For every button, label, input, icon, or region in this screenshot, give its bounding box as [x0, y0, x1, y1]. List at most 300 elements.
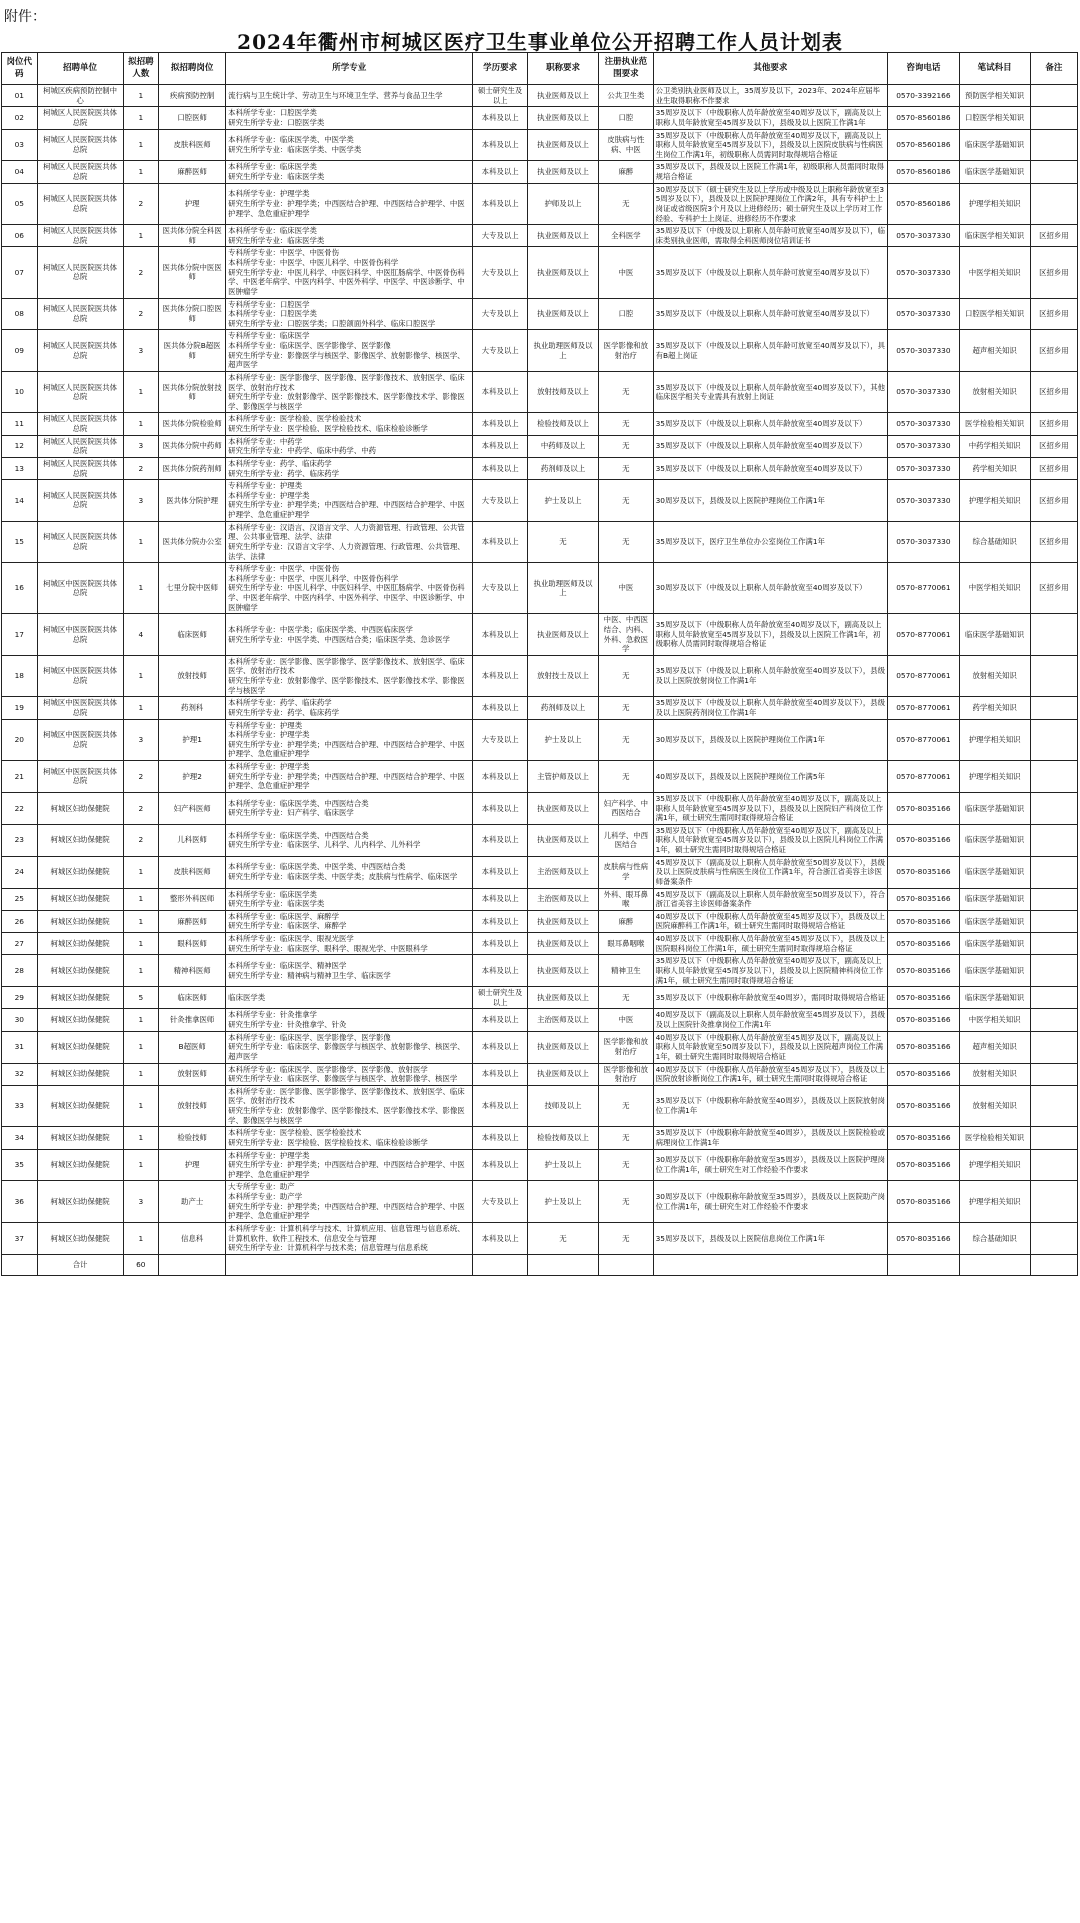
cell-remarks — [1030, 955, 1077, 987]
cell-remarks — [1030, 824, 1077, 856]
attachment-label: 附件： — [4, 9, 46, 25]
cell-code: 23 — [2, 824, 38, 856]
table-row — [2, 225, 1078, 247]
cell-post: 精神科医师 — [159, 955, 226, 987]
cell-count: 1 — [123, 655, 159, 697]
cell-unit: 柯城区人民医院医共体总院 — [37, 298, 123, 330]
cell-phone: 0570-8035166 — [888, 955, 959, 987]
cell-exam-subject: 临床医学基础知识 — [959, 888, 1030, 910]
cell-unit: 柯城区人民医院医共体总院 — [37, 435, 123, 457]
cell-unit: 柯城区妇幼保健院 — [37, 955, 123, 987]
cell-other-req: 35周岁及以下（中级及以上职称人员年龄可放宽至40周岁及以下），具有B超上岗证 — [653, 330, 888, 372]
cell-exam-subject: 放射相关知识 — [959, 1063, 1030, 1085]
cell-practice-scope: 无 — [599, 457, 653, 479]
cell-unit: 柯城区妇幼保健院 — [37, 910, 123, 932]
cell-remarks — [1030, 1031, 1077, 1063]
cell-education: 本科及以上 — [473, 457, 527, 479]
cell-exam-subject: 临床医学基础知识 — [959, 987, 1030, 1009]
cell-title-req: 放射技士及以上 — [527, 655, 598, 697]
cell-post: 临床医师 — [159, 614, 226, 656]
cell-exam-subject: 预防医学相关知识 — [959, 85, 1030, 107]
cell-unit: 柯城区妇幼保健院 — [37, 1009, 123, 1031]
cell-post: 医共体分院中医医师 — [159, 247, 226, 298]
cell-title-req: 技师及以上 — [527, 1085, 598, 1127]
cell-education: 本科及以上 — [473, 1031, 527, 1063]
cell-practice-scope: 无 — [599, 655, 653, 697]
cell-other-req: 30周岁及以下（中级职称年龄放宽至35周岁），县级及以上医院助产岗位工作满1年，硕士研究生对工作经验不作要求 — [653, 1181, 888, 1223]
cell-phone: 0570-8035166 — [888, 987, 959, 1009]
cell-practice-scope: 皮肤病与性病、中医 — [599, 129, 653, 161]
cell-practice-scope: 无 — [599, 1181, 653, 1223]
cell-count: 1 — [123, 1222, 159, 1254]
cell-major: 专科所学专业：护理类 本科所学专业：护理学类 研究生所学专业：护理学类；中西医结合护理、中西医结合护理学、中医护理学、急危重症护理学 — [226, 480, 473, 522]
cell-major: 流行病与卫生统计学、劳动卫生与环境卫生学、营养与食品卫生学 — [226, 85, 473, 107]
cell-major: 本科所学专业：临床医学类、中医学类、中西医结合类 研究生所学专业：临床医学类、中医学类；皮肤病与性病学、临床医学 — [226, 856, 473, 888]
cell-other-req: 35周岁及以下，医疗卫生单位办公室岗位工作满1年 — [653, 521, 888, 563]
cell-remarks — [1030, 655, 1077, 697]
cell-phone: 0570-8035166 — [888, 1063, 959, 1085]
cell-practice-scope: 皮肤病与性病学 — [599, 856, 653, 888]
cell-unit: 柯城区中医医院医共体总院 — [37, 719, 123, 761]
table-row — [2, 107, 1078, 129]
cell-education: 大专及以上 — [473, 719, 527, 761]
cell-practice-scope: 中医、中西医结合、内科、外科、急救医学 — [599, 614, 653, 656]
table-row — [2, 1127, 1078, 1149]
cell-unit: 柯城区人民医院医共体总院 — [37, 183, 123, 225]
cell-other-req: 40周岁及以下，县级及以上医院护理岗位工作满5年 — [653, 761, 888, 793]
cell-count: 1 — [123, 856, 159, 888]
cell-education: 本科及以上 — [473, 183, 527, 225]
cell-code: 32 — [2, 1063, 38, 1085]
cell-other-req: 30周岁及以下，县级及以上医院护理岗位工作满1年 — [653, 719, 888, 761]
cell-count: 3 — [123, 480, 159, 522]
cell-education: 硕士研究生及以上 — [473, 987, 527, 1009]
cell-practice-scope: 公共卫生类 — [599, 85, 653, 107]
cell-post: 口腔医师 — [159, 107, 226, 129]
cell-remarks: 区招乡用 — [1030, 298, 1077, 330]
cell-post: 皮肤科医师 — [159, 856, 226, 888]
cell-practice-scope: 外科、眼耳鼻喉 — [599, 888, 653, 910]
cell-practice-scope: 无 — [599, 480, 653, 522]
cell-count: 1 — [123, 888, 159, 910]
cell-remarks: 区招乡用 — [1030, 225, 1077, 247]
cell-post: 放射技师 — [159, 655, 226, 697]
cell-other-req: 35周岁及以下，县级及以上医院工作满1年，初级职称人员需同时取得规培合格证 — [653, 161, 888, 183]
cell-practice-scope: 医学影像和放射治疗 — [599, 330, 653, 372]
cell-phone: 0570-8035166 — [888, 1181, 959, 1223]
cell-other-req: 35周岁及以下（中级及以上职称人员年龄放宽至40周岁及以下），县级及以上医院放射岗位工作满1年 — [653, 655, 888, 697]
cell-title-req: 无 — [527, 521, 598, 563]
cell-count: 2 — [123, 761, 159, 793]
cell-post: 药剂科 — [159, 697, 226, 719]
cell-education: 大专及以上 — [473, 1181, 527, 1223]
cell-post: 医共体分院检验师 — [159, 413, 226, 435]
total-label: 合计 — [37, 1254, 123, 1275]
cell-phone: 0570-8035166 — [888, 824, 959, 856]
cell-major: 本科所学专业：药学、临床药学 研究生所学专业：药学、临床药学 — [226, 697, 473, 719]
cell-education: 本科及以上 — [473, 856, 527, 888]
table-row — [2, 298, 1078, 330]
cell-education: 本科及以上 — [473, 521, 527, 563]
cell-title-req: 执业医师及以上 — [527, 614, 598, 656]
cell-remarks — [1030, 1222, 1077, 1254]
cell-code: 18 — [2, 655, 38, 697]
cell-other-req: 45周岁及以下（副高及以上职称人员年龄放宽至50周岁及以下），符合浙江省美容主诊医师备案条件 — [653, 888, 888, 910]
cell-remarks: 区招乡用 — [1030, 330, 1077, 372]
cell-other-req: 30周岁及以下（中级职称年龄放宽至35周岁），县级及以上医院护理岗位工作满1年，硕士研究生对工作经验不作要求 — [653, 1149, 888, 1181]
cell-practice-scope: 全科医学 — [599, 225, 653, 247]
cell-exam-subject: 临床医学基础知识 — [959, 161, 1030, 183]
cell-count: 1 — [123, 955, 159, 987]
header-count: 拟招聘人数 — [123, 53, 159, 85]
cell-code: 19 — [2, 697, 38, 719]
cell-phone: 0570-8560186 — [888, 107, 959, 129]
cell-count: 3 — [123, 435, 159, 457]
cell-post: 临床医师 — [159, 987, 226, 1009]
cell-exam-subject: 放射相关知识 — [959, 371, 1030, 413]
cell-count: 1 — [123, 161, 159, 183]
table-row — [2, 330, 1078, 372]
cell-exam-subject: 口腔医学相关知识 — [959, 107, 1030, 129]
cell-exam-subject: 临床医学相关知识 — [959, 225, 1030, 247]
cell-remarks — [1030, 761, 1077, 793]
cell-other-req: 35周岁及以下（中级职称人员年龄放宽至40周岁及以下，副高及以上职称人员年龄放宽至45周岁及以下），县级及以上医院精神科岗位工作满1年，硕士研究生需同时取得规培合格证 — [653, 955, 888, 987]
cell-post: 医共体分院B超医师 — [159, 330, 226, 372]
cell-remarks — [1030, 888, 1077, 910]
cell-phone: 0570-8770061 — [888, 655, 959, 697]
cell-major: 本科所学专业：医学检验、医学检验技术 研究生所学专业：医学检验、医学检验技术、临床检验诊断学 — [226, 413, 473, 435]
cell-practice-scope: 无 — [599, 435, 653, 457]
cell-count: 3 — [123, 719, 159, 761]
cell-title-req: 检验技师及以上 — [527, 1127, 598, 1149]
cell-other-req: 公卫类别执业医师及以上，35周岁及以下，2023年、2024年应届毕业生取得职称不作要求 — [653, 85, 888, 107]
header-practice-scope: 注册执业范围要求 — [599, 53, 653, 85]
cell-title-req: 执业医师及以上 — [527, 933, 598, 955]
cell-phone: 0570-8035166 — [888, 1031, 959, 1063]
cell-title-req: 护士及以上 — [527, 1149, 598, 1181]
cell-education: 本科及以上 — [473, 933, 527, 955]
cell-education: 本科及以上 — [473, 761, 527, 793]
cell-unit: 柯城区妇幼保健院 — [37, 856, 123, 888]
total-empty-cell — [2, 1254, 38, 1275]
cell-other-req: 30周岁及以下（中级及以上职称人员年龄放宽至40周岁及以下） — [653, 563, 888, 614]
cell-unit: 柯城区妇幼保健院 — [37, 1063, 123, 1085]
cell-phone: 0570-8560186 — [888, 183, 959, 225]
cell-major: 本科所学专业：临床医学、精神医学 研究生所学专业：精神病与精神卫生学、临床医学 — [226, 955, 473, 987]
cell-remarks — [1030, 792, 1077, 824]
cell-phone: 0570-3037330 — [888, 457, 959, 479]
cell-code: 16 — [2, 563, 38, 614]
cell-title-req: 药剂师及以上 — [527, 457, 598, 479]
cell-exam-subject: 医学检验相关知识 — [959, 1127, 1030, 1149]
cell-phone: 0570-3037330 — [888, 480, 959, 522]
cell-education: 本科及以上 — [473, 910, 527, 932]
cell-phone: 0570-3037330 — [888, 225, 959, 247]
cell-title-req: 护士及以上 — [527, 480, 598, 522]
cell-title-req: 执业医师及以上 — [527, 161, 598, 183]
cell-other-req: 35周岁及以下（中级职称年龄放宽至40周岁），县级及以上医院放射岗位工作满1年 — [653, 1085, 888, 1127]
cell-code: 28 — [2, 955, 38, 987]
cell-practice-scope: 口腔 — [599, 107, 653, 129]
cell-code: 11 — [2, 413, 38, 435]
cell-exam-subject: 临床医学基础知识 — [959, 856, 1030, 888]
cell-code: 31 — [2, 1031, 38, 1063]
table-row — [2, 987, 1078, 1009]
cell-post: 医共体分院药剂师 — [159, 457, 226, 479]
cell-title-req: 执业医师及以上 — [527, 910, 598, 932]
cell-remarks — [1030, 85, 1077, 107]
cell-unit: 柯城区妇幼保健院 — [37, 1031, 123, 1063]
cell-remarks: 区招乡用 — [1030, 480, 1077, 522]
cell-exam-subject: 药学相关知识 — [959, 457, 1030, 479]
table-row — [2, 655, 1078, 697]
table-row — [2, 413, 1078, 435]
cell-post: 眼科医师 — [159, 933, 226, 955]
cell-exam-subject: 综合基础知识 — [959, 1222, 1030, 1254]
cell-major: 专科所学专业：中医学、中医骨伤 本科所学专业：中医学、中医儿科学、中医骨伤科学 研究生所学专业：中医儿科学、中医妇科学、中医肛肠病学、中医骨伤科学、中医老年病学、中医内科学、中医外科学、中医学、中医诊断学、中医肿瘤学 — [226, 247, 473, 298]
cell-remarks: 区招乡用 — [1030, 435, 1077, 457]
cell-code: 02 — [2, 107, 38, 129]
cell-phone: 0570-8770061 — [888, 563, 959, 614]
total-count: 60 — [123, 1254, 159, 1275]
cell-title-req: 执业医师及以上 — [527, 824, 598, 856]
cell-title-req: 执业医师及以上 — [527, 107, 598, 129]
cell-exam-subject: 药学相关知识 — [959, 697, 1030, 719]
table-row — [2, 247, 1078, 298]
cell-education: 本科及以上 — [473, 107, 527, 129]
header-phone: 咨询电话 — [888, 53, 959, 85]
cell-remarks — [1030, 614, 1077, 656]
cell-other-req: 35周岁及以下（中级及以上职称人员年龄可放宽至40周岁及以下） — [653, 247, 888, 298]
cell-other-req: 35周岁及以下（中级及以上职称人员年龄放宽至40周岁及以下），县级及以上医院药剂岗位工作满1年 — [653, 697, 888, 719]
cell-exam-subject: 临床医学基础知识 — [959, 955, 1030, 987]
cell-other-req: 35周岁及以下（中级及以上职称人员年龄可放宽至40周岁及以下） — [653, 298, 888, 330]
cell-major: 本科所学专业：护理学类 研究生所学专业：护理学类；中西医结合护理、中西医结合护理学、中医护理学、急危重症护理学 — [226, 761, 473, 793]
table-row — [2, 955, 1078, 987]
table-row — [2, 719, 1078, 761]
cell-remarks — [1030, 107, 1077, 129]
table-row — [2, 697, 1078, 719]
table-row — [2, 761, 1078, 793]
cell-unit: 柯城区妇幼保健院 — [37, 1085, 123, 1127]
cell-practice-scope: 麻醉 — [599, 161, 653, 183]
cell-post: 护理2 — [159, 761, 226, 793]
cell-remarks — [1030, 1149, 1077, 1181]
cell-education: 大专及以上 — [473, 298, 527, 330]
cell-major: 本科所学专业：临床医学类 研究生所学专业：临床医学类 — [226, 888, 473, 910]
cell-code: 26 — [2, 910, 38, 932]
cell-major: 本科所学专业：中医学类；临床医学类、中西医临床医学 研究生所学专业：中医学类、中西医结合类；临床医学类、急诊医学 — [226, 614, 473, 656]
cell-education: 本科及以上 — [473, 161, 527, 183]
cell-code: 09 — [2, 330, 38, 372]
table-row — [2, 1085, 1078, 1127]
cell-unit: 柯城区中医医院医共体总院 — [37, 761, 123, 793]
cell-practice-scope: 口腔 — [599, 298, 653, 330]
cell-code: 14 — [2, 480, 38, 522]
cell-post: 助产士 — [159, 1181, 226, 1223]
cell-unit: 柯城区妇幼保健院 — [37, 933, 123, 955]
cell-major: 本科所学专业：临床医学类、中医学类 研究生所学专业：临床医学类、中医学类 — [226, 129, 473, 161]
table-row — [2, 129, 1078, 161]
cell-code: 03 — [2, 129, 38, 161]
cell-exam-subject: 中医学相关知识 — [959, 247, 1030, 298]
table-row — [2, 1149, 1078, 1181]
cell-code: 12 — [2, 435, 38, 457]
cell-other-req: 35周岁及以下（中级及以上职称人员年龄放宽至40周岁及以下），其他临床医学相关专业需具有放射上岗证 — [653, 371, 888, 413]
cell-other-req: 35周岁及以下（中级职称人员年龄放宽至40周岁及以下，副高及以上职称人员年龄放宽至45周岁及以下），县级及以上医院工作满1年，初级职称人员需同时取得规培合格证 — [653, 614, 888, 656]
cell-unit: 柯城区人民医院医共体总院 — [37, 457, 123, 479]
header-title-req: 职称要求 — [527, 53, 598, 85]
cell-practice-scope: 眼耳鼻咽喉 — [599, 933, 653, 955]
cell-code: 24 — [2, 856, 38, 888]
cell-post: 皮肤科医师 — [159, 129, 226, 161]
cell-phone: 0570-8035166 — [888, 1009, 959, 1031]
cell-phone: 0570-8560186 — [888, 161, 959, 183]
cell-major: 专科所学专业：临床医学 本科所学专业：临床医学、医学影像学、医学影像 研究生所学专业：影像医学与核医学、影像医学、放射影像学、核医学、超声医学 — [226, 330, 473, 372]
cell-major: 专科所学专业：口腔医学 本科所学专业：口腔医学类 研究生所学专业：口腔医学类；口腔颌面外科学、临床口腔医学 — [226, 298, 473, 330]
cell-exam-subject: 护理学相关知识 — [959, 183, 1030, 225]
table-row — [2, 824, 1078, 856]
cell-exam-subject: 临床医学基础知识 — [959, 129, 1030, 161]
cell-exam-subject: 护理学相关知识 — [959, 1181, 1030, 1223]
table-row — [2, 563, 1078, 614]
cell-exam-subject: 临床医学基础知识 — [959, 614, 1030, 656]
cell-title-req: 执业医师及以上 — [527, 247, 598, 298]
cell-unit: 柯城区人民医院医共体总院 — [37, 480, 123, 522]
cell-count: 1 — [123, 1085, 159, 1127]
cell-phone: 0570-8035166 — [888, 856, 959, 888]
cell-major: 本科所学专业：临床医学类 研究生所学专业：临床医学类 — [226, 161, 473, 183]
cell-education: 本科及以上 — [473, 1085, 527, 1127]
cell-practice-scope: 无 — [599, 719, 653, 761]
cell-remarks — [1030, 910, 1077, 932]
cell-phone: 0570-8035166 — [888, 933, 959, 955]
cell-title-req: 药剂师及以上 — [527, 697, 598, 719]
cell-code: 21 — [2, 761, 38, 793]
table-row — [2, 910, 1078, 932]
cell-major: 临床医学类 — [226, 987, 473, 1009]
cell-other-req: 40周岁及以下（副高及以上职称人员年龄放宽至45周岁及以下），县级及以上医院针灸推拿岗位工作满1年 — [653, 1009, 888, 1031]
cell-major: 本科所学专业：医学影像、医学影像学、医学影像技术、放射医学、临床医学、放射治疗技术 研究生所学专业：放射影像学、医学影像技术、医学影像技术学、影像医学与核医学 — [226, 655, 473, 697]
cell-major: 大专所学专业：助产 本科所学专业：助产学 研究生所学专业：护理学类；中西医结合护理、中西医结合护理学、中医护理学、急危重症护理学 — [226, 1181, 473, 1223]
cell-code: 30 — [2, 1009, 38, 1031]
cell-remarks: 区招乡用 — [1030, 457, 1077, 479]
cell-code: 27 — [2, 933, 38, 955]
cell-post: 七里分院中医师 — [159, 563, 226, 614]
cell-practice-scope: 无 — [599, 521, 653, 563]
cell-other-req: 35周岁及以下（中级职称人员年龄放宽至40周岁及以下，副高及以上职称人员年龄放宽至45周岁及以下），县级及以上医院皮肤病与性病医生岗位工作满1年，初级职称人员需同时取得规培合格证 — [653, 129, 888, 161]
table-row — [2, 435, 1078, 457]
cell-major: 本科所学专业：护理学类 研究生所学专业：护理学类；中西医结合护理、中西医结合护理学、中医护理学、急危重症护理学 — [226, 1149, 473, 1181]
table-row — [2, 85, 1078, 107]
cell-phone: 0570-8560186 — [888, 129, 959, 161]
cell-practice-scope: 儿科学、中西医结合 — [599, 824, 653, 856]
cell-exam-subject: 临床医学基础知识 — [959, 910, 1030, 932]
header-post: 拟招聘岗位 — [159, 53, 226, 85]
cell-practice-scope: 医学影像和放射治疗 — [599, 1063, 653, 1085]
table-row — [2, 1031, 1078, 1063]
cell-education: 本科及以上 — [473, 1149, 527, 1181]
cell-phone: 0570-8035166 — [888, 1127, 959, 1149]
cell-title-req: 放射技师及以上 — [527, 371, 598, 413]
cell-count: 2 — [123, 183, 159, 225]
cell-code: 34 — [2, 1127, 38, 1149]
cell-practice-scope: 无 — [599, 697, 653, 719]
cell-exam-subject: 临床医学基础知识 — [959, 933, 1030, 955]
cell-major: 专科所学专业：中医学、中医骨伤 本科所学专业：中医学、中医儿科学、中医骨伤科学 研究生所学专业：中医儿科学、中医妇科学、中医肛肠病学、中医骨伤科学、中医老年病学、中医内科学、中医外科学、中医学、中医诊断学、中医肿瘤学 — [226, 563, 473, 614]
cell-exam-subject: 临床医学基础知识 — [959, 824, 1030, 856]
cell-code: 29 — [2, 987, 38, 1009]
cell-post: 麻醉医师 — [159, 161, 226, 183]
cell-code: 13 — [2, 457, 38, 479]
cell-other-req: 35周岁及以下，县级及以上医院信息岗位工作满1年 — [653, 1222, 888, 1254]
cell-unit: 柯城区妇幼保健院 — [37, 987, 123, 1009]
cell-other-req: 35周岁及以下（中级及以上职称人员年龄可放宽至40周岁及以下），临床类别执业医师，需取得全科医师岗位培训证书 — [653, 225, 888, 247]
cell-remarks: 区招乡用 — [1030, 563, 1077, 614]
cell-remarks — [1030, 719, 1077, 761]
cell-practice-scope: 妇产科学、中西医结合 — [599, 792, 653, 824]
cell-count: 4 — [123, 614, 159, 656]
cell-count: 1 — [123, 521, 159, 563]
cell-post: 护理1 — [159, 719, 226, 761]
cell-title-req: 主治医师及以上 — [527, 856, 598, 888]
cell-remarks — [1030, 1127, 1077, 1149]
cell-practice-scope: 精神卫生 — [599, 955, 653, 987]
cell-remarks — [1030, 933, 1077, 955]
cell-remarks: 区招乡用 — [1030, 247, 1077, 298]
cell-unit: 柯城区妇幼保健院 — [37, 888, 123, 910]
cell-practice-scope: 中医 — [599, 563, 653, 614]
cell-post: 医共体分院全科医师 — [159, 225, 226, 247]
cell-code: 10 — [2, 371, 38, 413]
cell-other-req: 35周岁及以下（中级及以上职称人员年龄放宽至40周岁及以下） — [653, 435, 888, 457]
cell-unit: 柯城区人民医院医共体总院 — [37, 107, 123, 129]
cell-practice-scope: 无 — [599, 371, 653, 413]
cell-count: 1 — [123, 933, 159, 955]
cell-post: 针灸推拿医师 — [159, 1009, 226, 1031]
table-row — [2, 792, 1078, 824]
cell-title-req: 护师及以上 — [527, 183, 598, 225]
cell-unit: 柯城区人民医院医共体总院 — [37, 129, 123, 161]
cell-education: 本科及以上 — [473, 697, 527, 719]
cell-other-req: 35周岁及以下（中级职称年龄放宽至40周岁），县级及以上医院检验或病理岗位工作满1年 — [653, 1127, 888, 1149]
cell-count: 1 — [123, 1127, 159, 1149]
cell-practice-scope: 无 — [599, 1222, 653, 1254]
cell-major: 本科所学专业：汉语言、汉语言文学、人力资源管理、行政管理、公共管理、公共事业管理、法学、法律 研究生所学专业：汉语言文字学、人力资源管理、行政管理、公共管理、法学、法律 — [226, 521, 473, 563]
cell-exam-subject: 医学检验相关知识 — [959, 413, 1030, 435]
cell-practice-scope: 无 — [599, 761, 653, 793]
cell-unit: 柯城区妇幼保健院 — [37, 792, 123, 824]
header-other-req: 其他要求 — [653, 53, 888, 85]
cell-count: 1 — [123, 129, 159, 161]
cell-post: 医共体分院放射技师 — [159, 371, 226, 413]
total-row — [2, 1254, 1078, 1275]
cell-remarks — [1030, 697, 1077, 719]
cell-education: 本科及以上 — [473, 1009, 527, 1031]
cell-other-req: 35周岁及以下（中级职称人员年龄放宽至40周岁及以下，副高及以上职称人员年龄放宽至45周岁及以下），县级及以上医院妇产科岗位工作满1年，硕士研究生需同时取得规培合格证 — [653, 792, 888, 824]
cell-title-req: 执业医师及以上 — [527, 225, 598, 247]
cell-title-req: 执业医师及以上 — [527, 298, 598, 330]
cell-exam-subject: 放射相关知识 — [959, 1085, 1030, 1127]
cell-education: 本科及以上 — [473, 824, 527, 856]
table-row — [2, 856, 1078, 888]
cell-count: 3 — [123, 330, 159, 372]
cell-count: 2 — [123, 792, 159, 824]
cell-practice-scope: 中医 — [599, 1009, 653, 1031]
cell-title-req: 无 — [527, 1222, 598, 1254]
cell-other-req: 30周岁及以下（硕士研究生及以上学历或中级及以上职称年龄放宽至35周岁及以下），县级及以上医院护理岗位工作满2年，具有专科护士上岗证或省级医院3个月及以上进修经历；硕士研究生及以上学历对工作经验、专科护士上岗证、进修经历不作要求 — [653, 183, 888, 225]
table-row — [2, 371, 1078, 413]
